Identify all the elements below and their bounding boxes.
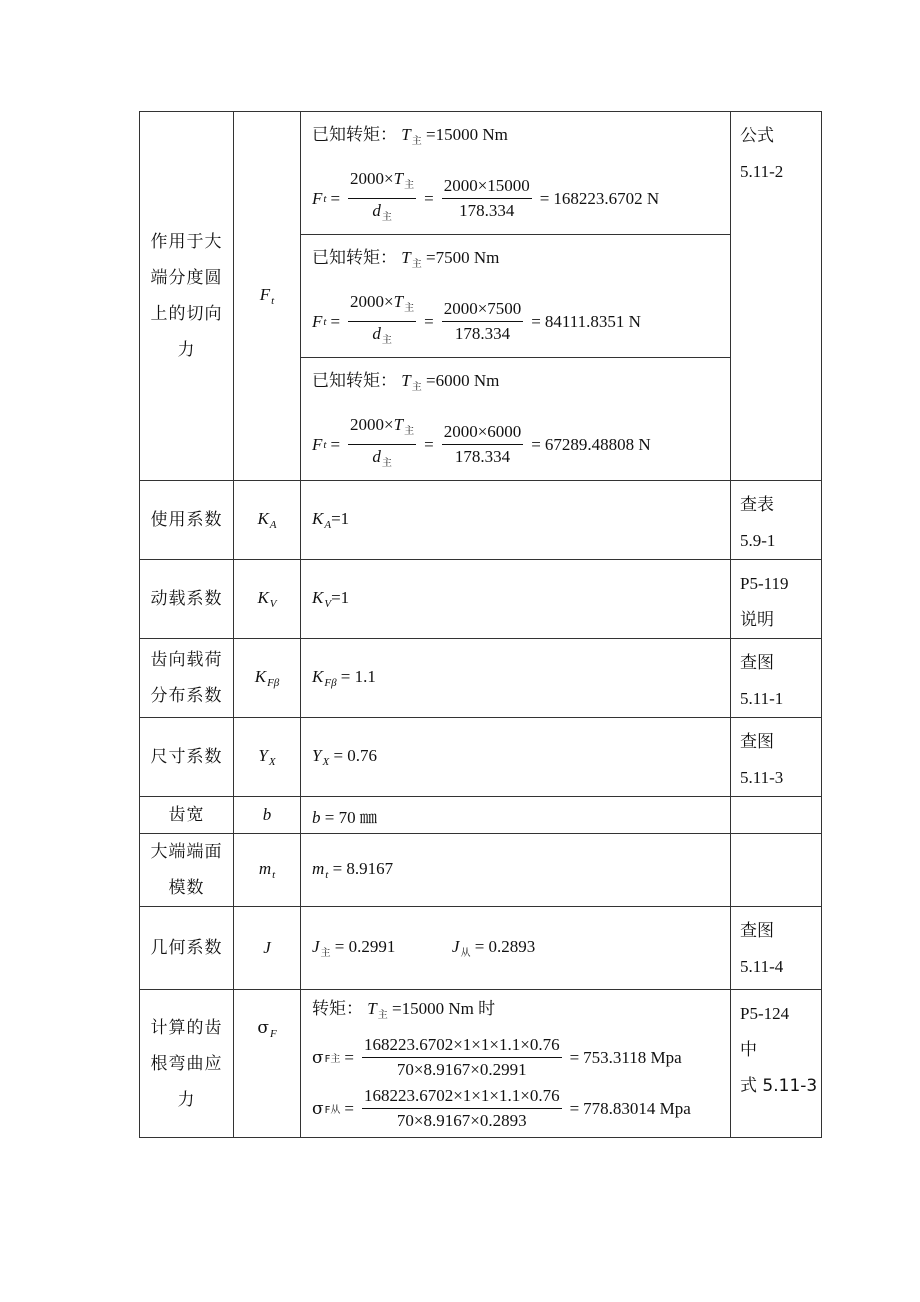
value-j: $J_主 = 0.2991$ $J_从 = 0.2893$ xyxy=(301,907,731,990)
equation: σ F主 = $\frac{168223.6702\times 1\times 1\times 1.1\times 0.76}{70\times 8.9167\times 0.2991}$ = 753.3118 Mpa xyxy=(312,1033,730,1082)
param-symbol-ft: $F_t$ xyxy=(234,112,301,481)
table-row-ft-1 xyxy=(140,112,822,235)
reference-mt xyxy=(731,834,822,907)
value-ft-case-3: 已知转矩： $T_主 =6000$ Nm F t = $\frac{2000\times T_主}{d_主}$ = $\frac{2000\times 6000}{178.334}$ = 67289.48808 N xyxy=(301,358,731,481)
param-name-line: 上的切向 xyxy=(150,304,223,324)
param-name-kv: 动载系数 xyxy=(140,560,234,639)
param-symbol-mt: $m_t$ xyxy=(234,834,301,907)
param-symbol-sigma: $\sigma_F$ xyxy=(234,990,301,1138)
reference-yx: 查图 5.11-3 xyxy=(731,718,822,797)
value-ka: $K_A=1$ xyxy=(301,481,731,560)
equation: σ F从 = $\frac{168223.6702\times 1\times 1\times 1.1\times 0.76}{70\times 8.9167\times 0.2893}$ = 778.83014 Mpa xyxy=(312,1084,730,1133)
reference-sigma: P5-124 中 式 5.11-3 xyxy=(731,990,822,1138)
param-name-yx: 尺寸系数 xyxy=(140,718,234,797)
table-row-kv xyxy=(140,560,822,639)
value-kfb: $K_{F\beta} = 1.1$ xyxy=(301,639,731,718)
table-row-mt xyxy=(140,834,822,907)
reference-j: 查图 5.11-4 xyxy=(731,907,822,990)
param-name-sigma: 计算的齿 根弯曲应 力 xyxy=(140,990,234,1138)
param-symbol-yx: $Y_X$ xyxy=(234,718,301,797)
equation: F t = $\frac{2000\times T_主}{d_主}$ = $\frac{2000\times 7500}{178.334}$ = 84111.8351 N xyxy=(312,290,730,353)
table-row-kfb xyxy=(140,639,822,718)
param-name-line: 端分度圆 xyxy=(150,268,223,288)
reference-b xyxy=(731,797,822,834)
param-name-j: 几何系数 xyxy=(140,907,234,990)
table-row-sigma xyxy=(140,990,822,1138)
reference-kv: P5-119 说明 xyxy=(731,560,822,639)
calculation-table xyxy=(139,111,822,1138)
reference-ft: 公式 5.11-2 xyxy=(731,112,822,481)
param-name-kfb: 齿向载荷 分布系数 xyxy=(140,639,234,718)
table-row-j xyxy=(140,907,822,990)
value-ft-case-2: 已知转矩： $T_主 =7500$ Nm F t = $\frac{2000\times T_主}{d_主}$ = $\frac{2000\times 7500}{178.334}$ = 84111.8351 N xyxy=(301,235,731,358)
value-sigma: 转矩： $T_主 =15000$ Nm 时 σ F主 = $\frac{168223.6702\times 1\times 1\times 1.1\times 0.76}{70\times 8.9167\times 0.2991}$ = 753.3118 Mpa σ F从 = $\frac{168223.6702\times 1\times 1\times 1.1\times 0.76}{70\times 8.9167\times 0.2893}$ = 778.83014 Mpa xyxy=(301,990,731,1138)
param-name-b: 齿宽 xyxy=(140,797,234,834)
table-row-b xyxy=(140,797,822,834)
param-symbol-kv: $K_V$ xyxy=(234,560,301,639)
reference-kfb: 查图 5.11-1 xyxy=(731,639,822,718)
param-name-mt: 大端端面 模数 xyxy=(140,834,234,907)
value-kv: $K_V=1$ xyxy=(301,560,731,639)
value-ft-case-1: 已知转矩： $T_主 =15000$ Nm F t = $\frac{2000\times T_主}{d_主}$ = $\frac{2000\times 15000}{178.334}$ = 168223.6702 N xyxy=(301,112,731,235)
param-name-ka: 使用系数 xyxy=(140,481,234,560)
param-symbol-kfb: $K_{F\beta}$ xyxy=(234,639,301,718)
equation: F t = $\frac{2000\times T_主}{d_主}$ = $\frac{2000\times 6000}{178.334}$ = 67289.48808 N xyxy=(312,413,730,476)
table-row-yx xyxy=(140,718,822,797)
equation: F t = $\frac{2000\times T_主}{d_主}$ = $\frac{2000\times 15000}{178.334}$ = 168223.6702 N xyxy=(312,167,730,230)
value-yx: $Y_X = 0.76$ xyxy=(301,718,731,797)
value-mt: $m_t = 8.9167$ xyxy=(301,834,731,907)
param-name-line: 作用于大 xyxy=(150,232,223,252)
param-name-line: 力 xyxy=(177,340,196,360)
reference-ka: 查表 5.9-1 xyxy=(731,481,822,560)
param-symbol-j: J xyxy=(234,907,301,990)
table-row-ka xyxy=(140,481,822,560)
param-name-ft xyxy=(140,112,234,481)
param-symbol-b: b xyxy=(234,797,301,834)
value-b: b = 70 ㎜ xyxy=(301,797,731,834)
param-symbol-ka: $K_A$ xyxy=(234,481,301,560)
